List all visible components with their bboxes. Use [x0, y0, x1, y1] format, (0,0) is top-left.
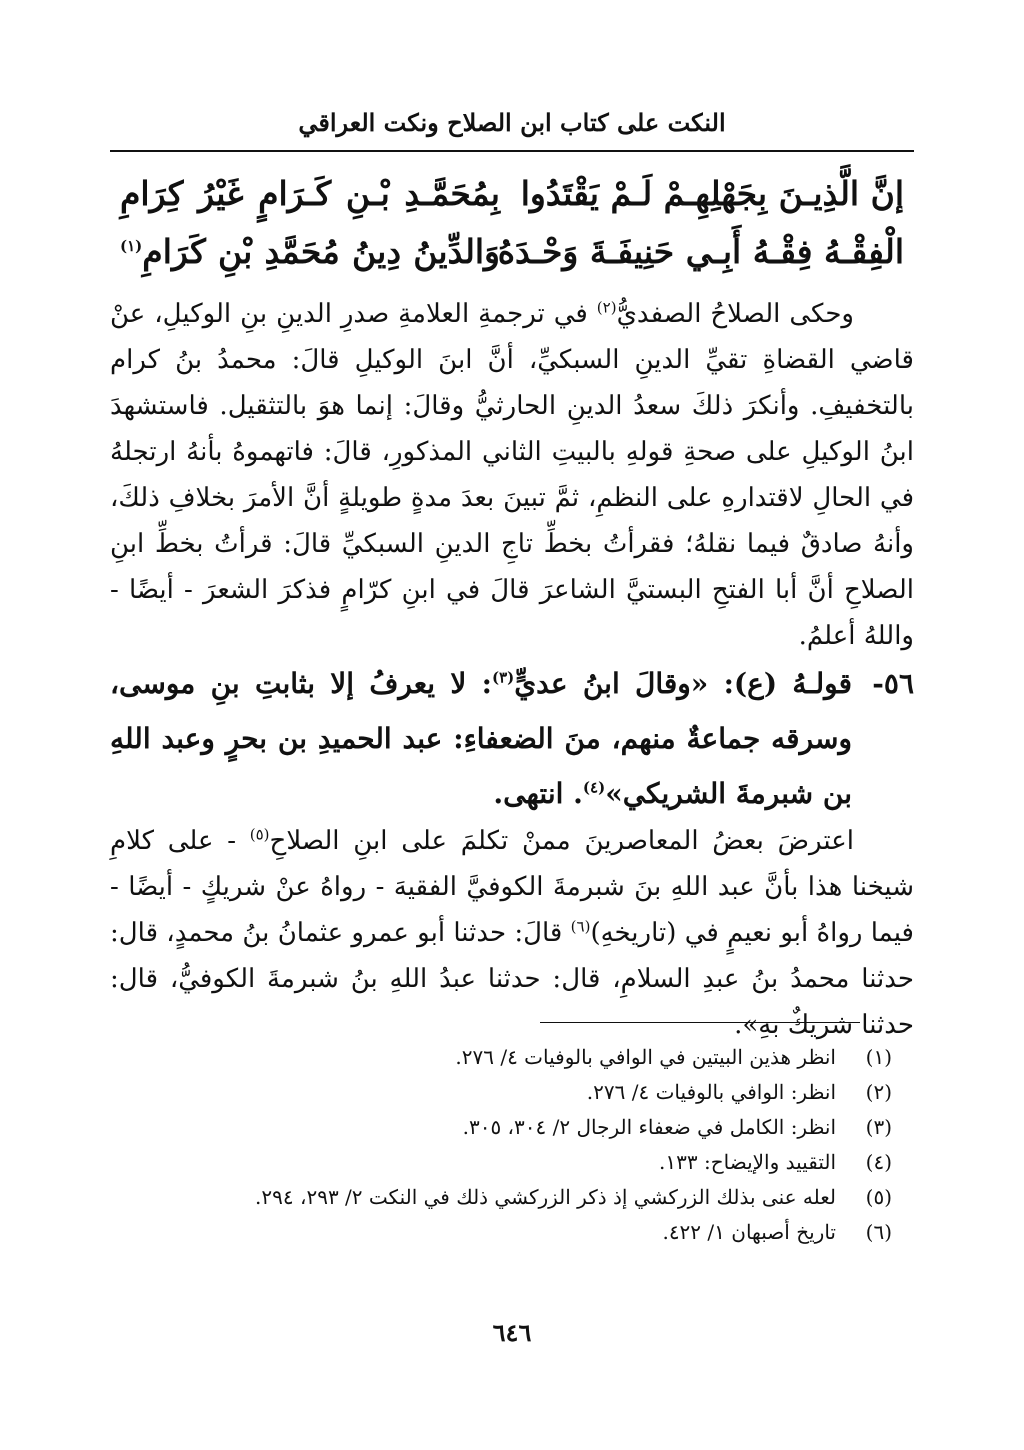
running-header: النكت على كتاب ابن الصلاح ونكت العراقي [298, 108, 726, 137]
footnote-item [110, 1215, 914, 1250]
verse-1-second-hemistich: بِمُحَمَّـدِ بْـنِ كَـرَامٍ غَيْرُ كِرَامِ [120, 174, 500, 213]
entry-number: ٥٦- [872, 667, 914, 700]
entry-56 [110, 656, 914, 821]
footnote-divider [540, 1022, 860, 1023]
verse-2-first-hemistich: الْفِقْـهُ فِقْـهُ أَبِـي حَنِيفَـةَ وَحْـدَهُ [497, 232, 904, 271]
paragraph-objection-text-2: - على كلامِ شيخنا هذا بأنَّ عبد اللهِ بنَ شبرمةَ الكوفيَّ الفقيهَ - رواهُ عنْ شريكٍ - أيضًا - فيما رواهُ أبو نعيمٍ في (تاريخهِ) [110, 826, 914, 948]
footnote-text: التقييد والإيضاح: ١٣٣. [659, 1150, 836, 1174]
footnote-ref-6[interactable]: (٦) [570, 917, 591, 936]
footnote-item [110, 1110, 914, 1145]
entry-56-text [110, 656, 852, 821]
footnote-number: (٤) [865, 1150, 892, 1174]
verse-2-second-hemistich [120, 226, 500, 278]
footnote-item [110, 1075, 914, 1110]
paragraph-safadi-text-2: في ترجمةِ العلامةِ صدرِ الدينِ بنِ الوكيلِ، عنْ قاضي القضاةِ تقيِّ الدينِ السبكيِّ، أنَّ ابنَ الوكيلِ قالَ: محمدُ بنُ كرام بالتخفيفِ. وأنكرَ ذلكَ سعدُ الدينِ الحارثيُّ وقالَ: إنما هوَ بالتثقيل. فاستشهدَ ابنُ الوكيلِ على صحةِ قولهِ بالبيتِ الثاني المذكورِ، قالَ: فاتهموهُ بأنهُ ارتجلهُ في الحالِ لاقتدارهِ على النظمِ، ثمَّ تبينَ بعدَ مدةٍ طويلةٍ أنَّ الأمرَ بخلافِ ذلكَ، وأنهُ صادقٌ فيما نقلهُ؛ فقرأتُ بخطِّ تاجِ الدينِ السبكيِّ قالَ: قرأتُ بخطِّ ابنِ الصلاحِ أنَّ أبا الفتحِ البستيَّ الشاعرَ قالَ في ابنِ كرّامٍ فذكرَ الشعرَ - أيضًا - واللهُ أعلمُ. [110, 299, 914, 651]
footnote-text: انظر هذين البيتين في الوافي بالوفيات ٤/ ٢٧٦. [455, 1045, 836, 1069]
footnote-number: (٦) [865, 1220, 892, 1244]
footnote-ref-3[interactable]: (٣) [491, 668, 515, 687]
footnote-text: انظر: الكامل في ضعفاء الرجال ٢/ ٣٠٤، ٣٠٥. [462, 1115, 836, 1139]
paragraph-safadi-text-1: وحكى الصلاحُ الصفديُّ [616, 299, 854, 329]
footnote-ref-5[interactable]: (٥) [249, 825, 270, 844]
footnote-number: (٣) [865, 1115, 892, 1139]
footnote-item [110, 1145, 914, 1180]
paragraph-safadi [110, 291, 914, 659]
header-divider [110, 150, 914, 152]
footnote-ref-2[interactable]: (٢) [596, 298, 617, 317]
footnote-item [110, 1040, 914, 1075]
entry-56-text-1: قولـهُ (ع): «وقالَ ابنُ عديٍّ [514, 667, 852, 700]
footnote-ref-1[interactable]: (١) [120, 237, 143, 255]
footnote-number: (٥) [865, 1185, 892, 1209]
footnote-text: انظر: الوافي بالوفيات ٤/ ٢٧٦. [586, 1080, 836, 1104]
footnote-number: (٢) [865, 1080, 892, 1104]
verse-2-second-text: وَالدِّينُ دِينُ مُحَمَّدِ بْنِ كَرَامِ [142, 232, 500, 271]
paragraph-objection-text-1: اعترضَ بعضُ المعاصرينَ ممنْ تكلمَ على ابنِ الصلاحِ [269, 826, 854, 856]
poem-verse-1 [110, 168, 914, 220]
footnote-number: (١) [865, 1045, 892, 1069]
paragraph-objection-text-3: قالَ: حدثنا أبو عمرو عثمانُ بنُ محمدٍ، قال: حدثنا محمدُ بنُ عبدِ السلامِ، قال: حدثنا عبدُ اللهِ بنُ شبرمةَ الكوفيُّ، قال: حدثنا شريكٌ بهِ». [110, 918, 914, 1040]
footnotes-list [110, 1040, 914, 1250]
paragraph-objection [110, 818, 914, 1048]
footnote-text: تاريخ أصبهان ١/ ٤٢٢. [662, 1220, 836, 1244]
footnote-item [110, 1180, 914, 1215]
entry-56-text-2: : لا يعرفُ إلا بثابتِ بنِ موسى، وسرقه جماعةٌ منهم، منَ الضعفاءِ: عبد الحميدِ بن بحرٍ وعبد اللهِ بن شبرمةَ الشريكي» [110, 667, 852, 810]
page-number: ٦٤٦ [492, 1318, 532, 1347]
entry-56-text-3: . انتهى. [493, 777, 583, 810]
verse-1-first-hemistich: إنَّ الَّذِيـنَ بِجَهْلِهِـمْ لَـمْ يَقْتَدُوا [520, 174, 904, 213]
footnote-text: لعله عنى بذلك الزركشي إذ ذكر الزركشي ذلك في النكت ٢/ ٢٩٣، ٢٩٤. [255, 1185, 836, 1209]
footnote-ref-4[interactable]: (٤) [582, 778, 606, 797]
poem-verse-2 [110, 226, 914, 278]
